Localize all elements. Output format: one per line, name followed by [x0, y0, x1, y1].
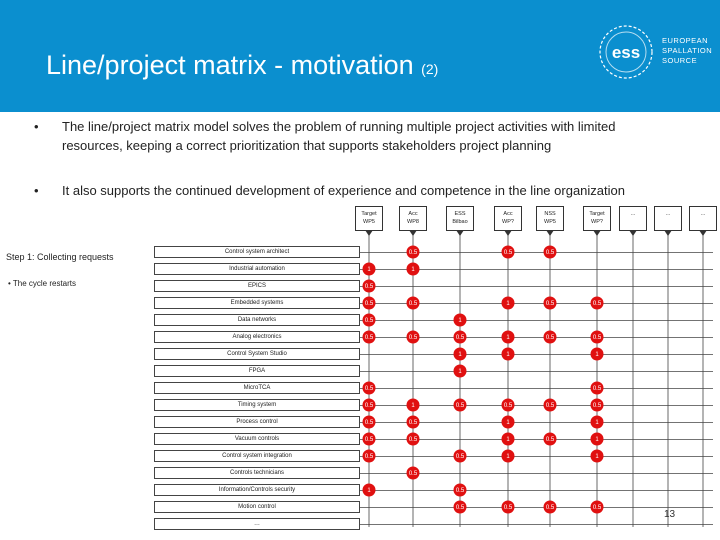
allocation-value: 0.5	[545, 250, 555, 257]
allocation-value: 0.5	[592, 386, 602, 393]
bullet-line: resources, keeping a correct prioritization that supports stakeholders project planning	[62, 138, 552, 153]
column-header	[355, 206, 383, 231]
row-label: Process control	[154, 416, 360, 428]
allocation-value: 1	[506, 420, 510, 427]
column-header-line: Target	[589, 211, 605, 217]
page-number: 13	[664, 509, 676, 520]
allocation-value: 0.5	[592, 505, 602, 512]
allocation-value: 1	[506, 335, 510, 342]
allocation-value: 0.5	[364, 301, 374, 308]
column-header-line: ESS	[454, 211, 466, 217]
allocation-value: 0.5	[503, 250, 513, 257]
allocation-value: 1	[367, 267, 371, 274]
allocation-value: 0.5	[364, 284, 374, 291]
allocation-value: 1	[411, 267, 415, 274]
column-header-line: WP8	[407, 219, 419, 225]
column-header-line: WP5	[544, 219, 556, 225]
column-header	[494, 206, 522, 231]
allocation-value: 1	[506, 301, 510, 308]
column-header-line: Acc	[503, 211, 513, 217]
row-label: …	[154, 518, 360, 530]
column-header-line: Acc	[408, 211, 418, 217]
allocation-value: 0.5	[503, 403, 513, 410]
row-label: Timing system	[154, 399, 360, 411]
column-header-line: Bilbao	[452, 219, 468, 225]
allocation-value: 0.5	[545, 403, 555, 410]
allocation-value: 0.5	[364, 335, 374, 342]
allocation-value: 1	[506, 454, 510, 461]
ess-logo-mark-text: ess	[611, 43, 641, 62]
column-header-line: …	[700, 211, 706, 217]
row-label: Data networks	[154, 314, 360, 326]
allocation-value: 1	[506, 437, 510, 444]
column-header-line: …	[630, 211, 636, 217]
row-label: Motion control	[154, 501, 360, 513]
column-header	[689, 206, 717, 231]
logo-line: SOURCE	[662, 56, 698, 65]
column-header-line: WP?	[591, 219, 603, 225]
allocation-value: 0.5	[364, 454, 374, 461]
allocation-value: 0.5	[545, 437, 555, 444]
allocation-value: 0.5	[545, 505, 555, 512]
slide-title-suffix: (2)	[421, 61, 439, 77]
allocation-value: 1	[595, 454, 599, 461]
bullet-dot: •	[34, 183, 39, 198]
column-header-line: NSS	[544, 211, 556, 217]
row-label: Control system architect	[154, 246, 360, 258]
allocation-value: 1	[411, 403, 415, 410]
row-label: Control system integration	[154, 450, 360, 462]
row-label: Controls technicians	[154, 467, 360, 479]
column-header	[536, 206, 564, 231]
allocation-value: 0.5	[408, 437, 418, 444]
allocation-value: 0.5	[408, 301, 418, 308]
allocation-value: 0.5	[364, 386, 374, 393]
allocation-value: 1	[458, 318, 462, 325]
slide-title-text: Line/project matrix - motivation	[46, 50, 414, 80]
column-header	[654, 206, 682, 231]
column-header	[583, 206, 611, 231]
allocation-value: 1	[595, 420, 599, 427]
row-label: Control System Studio	[154, 348, 360, 360]
allocation-value: 1	[458, 352, 462, 359]
row-label: Information/Controls security	[154, 484, 360, 496]
allocation-value: 1	[595, 352, 599, 359]
allocation-value: 1	[458, 369, 462, 376]
row-label: FPGA	[154, 365, 360, 377]
bullet-dot: •	[34, 119, 39, 134]
row-label: Embedded systems	[154, 297, 360, 309]
allocation-value: 1	[506, 352, 510, 359]
allocation-value: 0.5	[408, 471, 418, 478]
logo-line: EUROPEAN	[662, 36, 709, 45]
logo-line: SPALLATION	[662, 46, 713, 55]
bullet-line: The line/project matrix model solves the problem of running multiple project activities with limited	[62, 119, 616, 134]
bullet-line: It also supports the continued development of experience and competence in the line organization	[62, 183, 625, 198]
row-label: Analog electronics	[154, 331, 360, 343]
allocation-value: 0.5	[545, 301, 555, 308]
allocation-value: 0.5	[364, 318, 374, 325]
column-header	[446, 206, 474, 231]
allocation-value: 0.5	[503, 505, 513, 512]
allocation-value: 0.5	[455, 403, 465, 410]
column-header-line: WP5	[363, 219, 375, 225]
column-header-line: Target	[361, 211, 377, 217]
column-header-line: …	[665, 211, 671, 217]
row-label: EPICS	[154, 280, 360, 292]
allocation-value: 0.5	[408, 420, 418, 427]
row-label: Vacuum controls	[154, 433, 360, 445]
allocation-value: 0.5	[408, 250, 418, 257]
allocation-value: 0.5	[364, 420, 374, 427]
row-label: MicroTCA	[154, 382, 360, 394]
allocation-value: 0.5	[592, 335, 602, 342]
allocation-value: 1	[367, 488, 371, 495]
allocation-value: 0.5	[455, 505, 465, 512]
allocation-value: 0.5	[455, 335, 465, 342]
allocation-value: 0.5	[592, 301, 602, 308]
allocation-value: 0.5	[545, 335, 555, 342]
allocation-value: 0.5	[592, 403, 602, 410]
step-heading: Step 1: Collecting requests	[6, 252, 114, 262]
allocation-value: 0.5	[455, 488, 465, 495]
column-header	[619, 206, 647, 231]
allocation-value: 0.5	[364, 437, 374, 444]
column-header	[399, 206, 427, 231]
column-header-line: WP?	[502, 219, 514, 225]
allocation-value: 0.5	[364, 403, 374, 410]
step-subitem: • The cycle restarts	[8, 279, 77, 288]
allocation-value: 1	[595, 437, 599, 444]
allocation-value: 0.5	[408, 335, 418, 342]
row-label: Industrial automation	[154, 263, 360, 275]
allocation-value: 0.5	[455, 454, 465, 461]
